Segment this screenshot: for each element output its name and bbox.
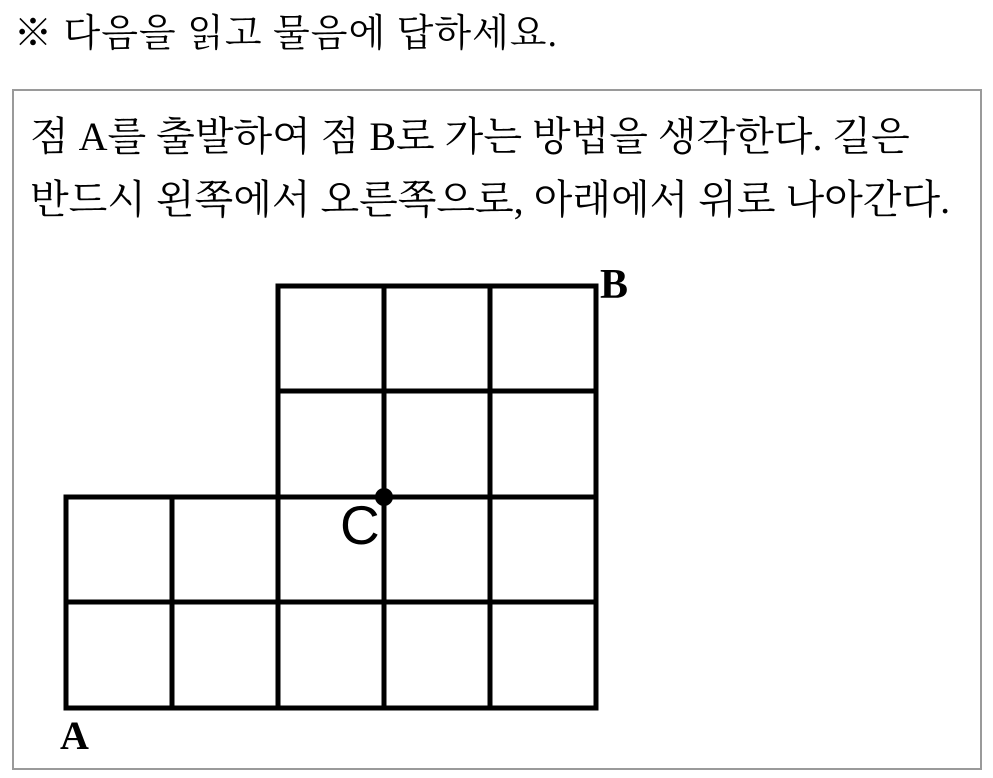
- point-label-a: A: [60, 713, 89, 758]
- problem-text-line-2: 반드시 왼쪽에서 오른쪽으로, 아래에서 위로 나아간다.: [30, 177, 951, 222]
- point-label-b: B: [600, 262, 629, 308]
- problem-text-line-1: 점 A를 출발하여 점 B로 가는 방법을 생각한다. 길은: [30, 114, 910, 159]
- point-label-c: C: [340, 494, 380, 556]
- instruction-heading: ※ 다음을 읽고 물음에 답하세요.: [14, 13, 558, 55]
